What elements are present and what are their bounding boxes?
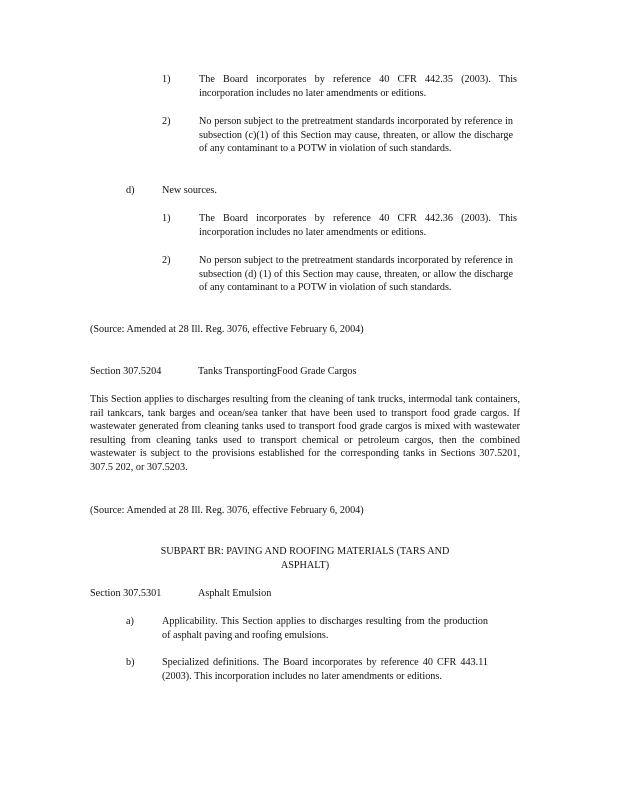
item-text: No person subject to the pretreatment standards incorporated by reference in subsection (c)(1) of this Section may cause, threaten, or allow the discharge of any contaminant to a POTW in violation of such standards. <box>199 116 513 155</box>
item-text: Applicability. This Section applies to discharges resulting from the production of asphalt paving and roofing emulsions. <box>162 616 488 641</box>
item-marker: b) <box>126 657 135 668</box>
subpart-heading <box>90 545 520 572</box>
item-marker: 1) <box>162 213 171 224</box>
section-body: This Section applies to discharges resulting from the cleaning of tank trucks, intermodal tank containers, rail tankcars, tank barges and ocean/sea tanker that have been used to transport food grade cargos. If wastewater generated from cleaning tanks used to transport food grade cargos is mixed with wastewater resulting from cleaning tanks used to transport chemical or petroleum cargos, then the combined wastewater is subject to the provisions established for the corresponding tanks in Sections 307.5201, 307.5 202, or 307.5203. <box>90 394 520 473</box>
section-title: Tanks TransportingFood Grade Cargos <box>198 366 357 377</box>
source-note: (Source: Amended at 28 Ill. Reg. 3076, effective February 6, 2004) <box>90 324 364 335</box>
item-marker: 1) <box>162 74 171 85</box>
section-number: Section 307.5301 <box>90 588 162 599</box>
item-text: No person subject to the pretreatment standards incorporated by reference in subsection (d) (1) of this Section may cause, threaten, or allow the discharge of any contaminant to a POTW in violation of such standards. <box>199 255 513 294</box>
item-text: The Board incorporates by reference 40 CFR 442.35 (2003). This incorporation includes no later amendments or editions. <box>199 74 517 99</box>
item-marker: 2) <box>162 116 171 127</box>
item-text: Specialized definitions. The Board incorporates by reference 40 CFR 443.11 (2003). This incorporation includes no later amendments or editions. <box>162 657 488 682</box>
item-marker: 2) <box>162 255 171 266</box>
item-marker: a) <box>126 616 134 627</box>
source-note: (Source: Amended at 28 Ill. Reg. 3076, effective February 6, 2004) <box>90 505 364 516</box>
section-title: Asphalt Emulsion <box>198 588 272 599</box>
item-marker: d) <box>126 185 135 196</box>
subpart-heading-line: ASPHALT) <box>280 559 330 571</box>
section-number: Section 307.5204 <box>90 366 162 377</box>
subpart-heading-line: SUBPART BR: PAVING AND ROOFING MATERIALS (TARS AND <box>160 546 450 557</box>
item-text: New sources. <box>162 185 217 196</box>
item-text: The Board incorporates by reference 40 CFR 442.36 (2003). This incorporation includes no later amendments or editions. <box>199 213 517 238</box>
